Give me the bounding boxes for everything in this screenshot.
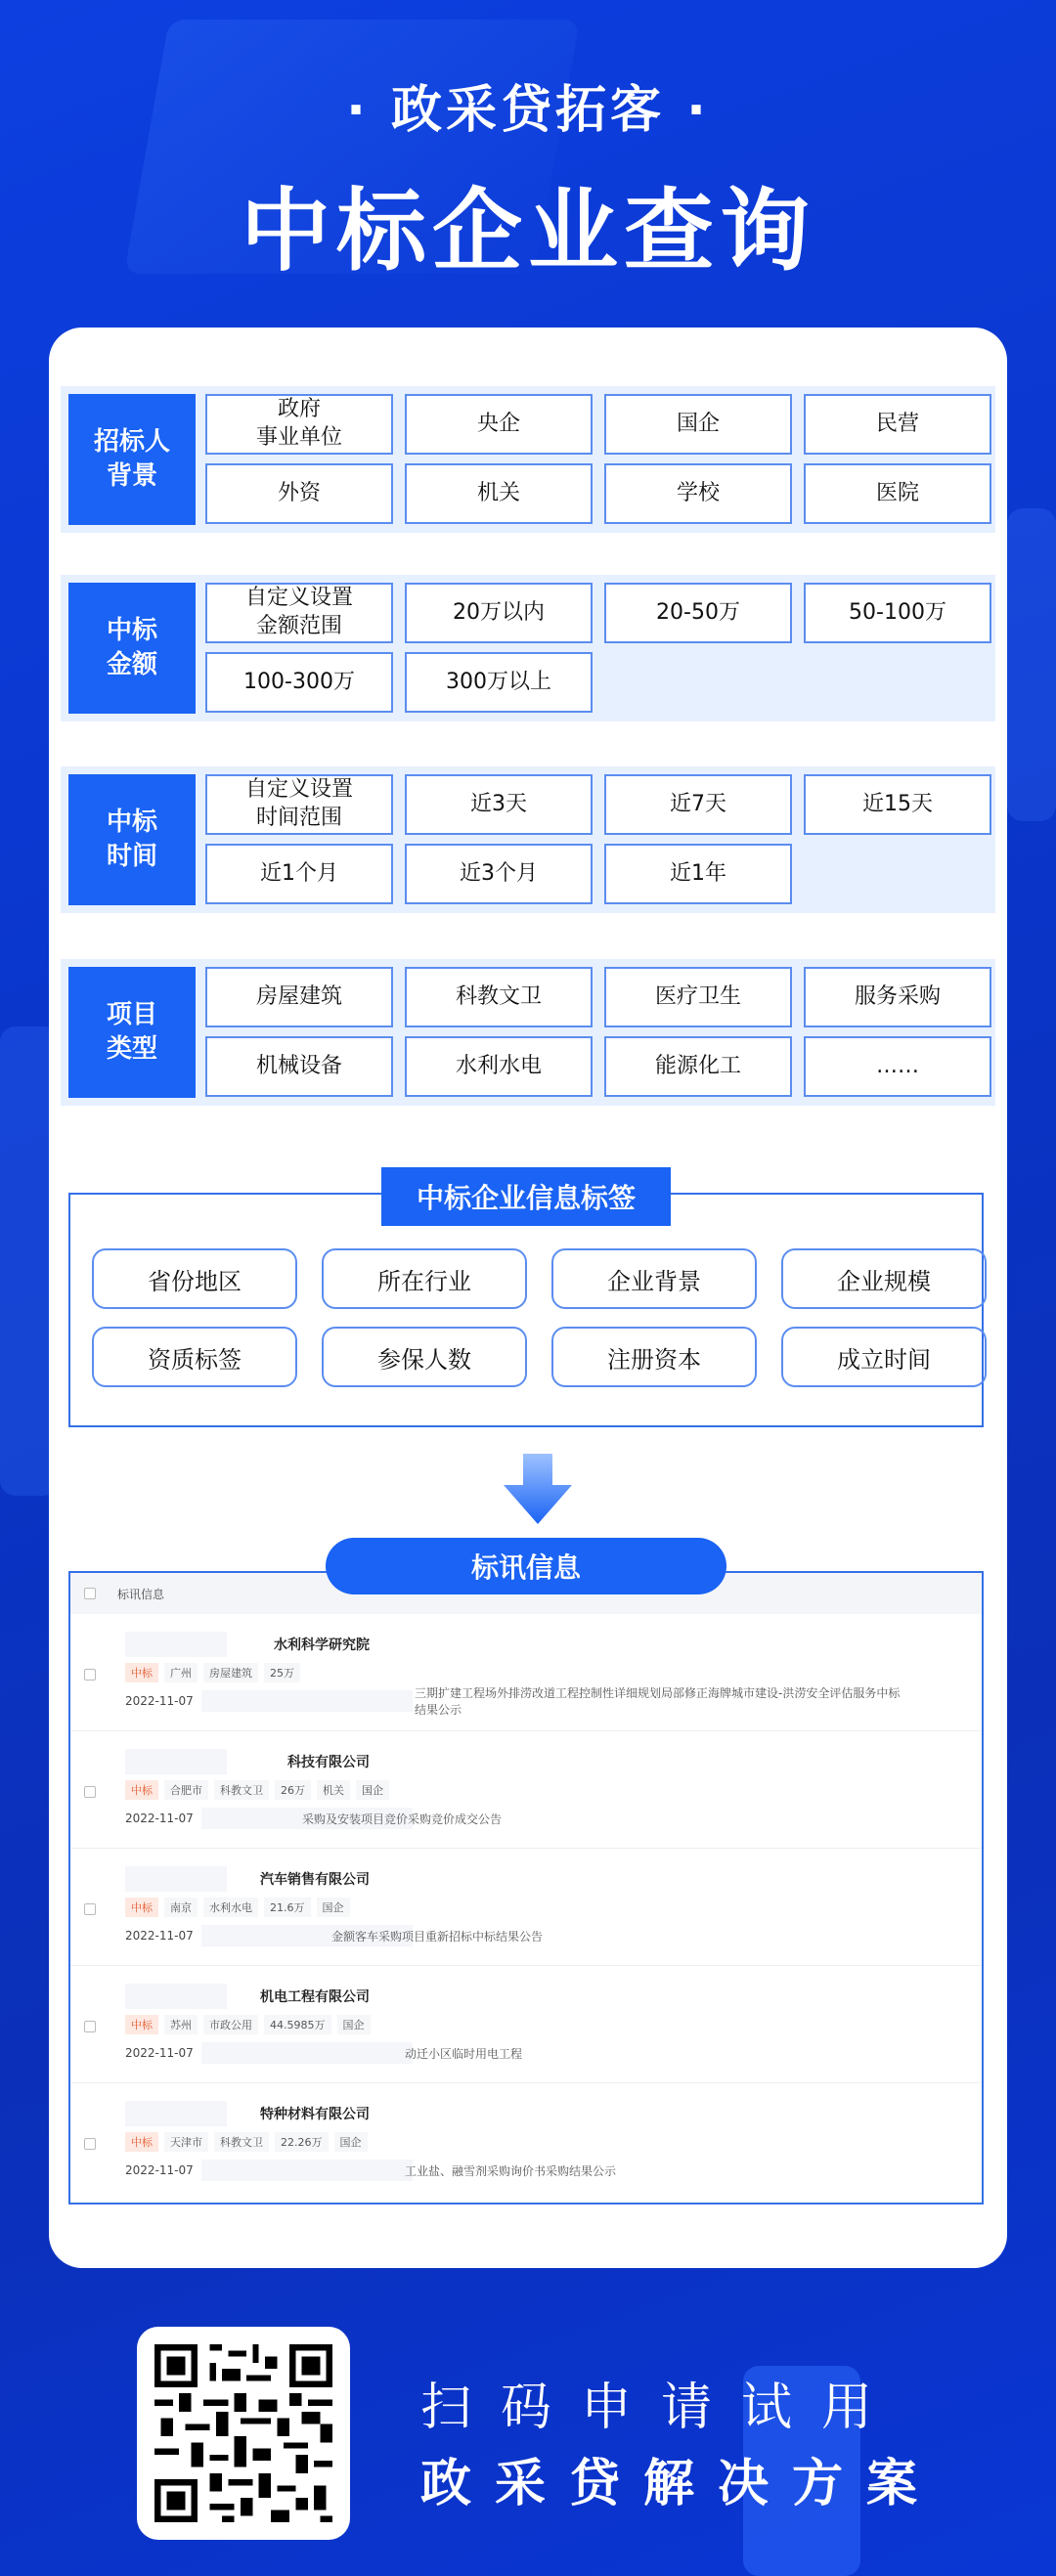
filter-option[interactable]: 20万以内 [405, 583, 593, 643]
row-tag: 科教文卫 [214, 2132, 269, 2152]
row-tag: 26万 [275, 1780, 311, 1800]
company-name[interactable]: 水利科学研究院 [125, 1632, 379, 1657]
filter-option[interactable]: 国企 [604, 394, 792, 455]
row-tag: 国企 [337, 2015, 371, 2034]
company-tag[interactable]: 省份地区 [92, 1248, 297, 1309]
filter-option[interactable]: 能源化工 [604, 1036, 792, 1097]
filter-option[interactable]: 100-300万 [205, 652, 393, 713]
filter-label: 中标 金额 [68, 583, 196, 714]
row-checkbox[interactable] [84, 1903, 96, 1915]
row-tag: 国企 [356, 1780, 389, 1800]
row-checkbox[interactable] [84, 2138, 96, 2150]
filter-option[interactable]: 近15天 [804, 774, 991, 835]
cta-text: 扫码申请试用 [420, 2379, 902, 2437]
row-tag: 房屋建筑 [203, 1663, 258, 1682]
notice-title[interactable]: 三期扩建工程场外排涝改道工程控制性详细规划局部修正海牌城市建设-洪涝安全评估服务中标结果公示 [201, 1690, 905, 1712]
background-decoration [1007, 508, 1056, 821]
row-tag: 科教文卫 [214, 1780, 269, 1800]
page-subtitle: · 政采贷拓客 · [346, 81, 710, 140]
status-badge: 中标 [125, 2132, 158, 2152]
status-badge: 中标 [125, 1780, 158, 1800]
filter-option[interactable]: 自定义设置 时间范围 [205, 774, 393, 835]
row-tag: 苏州 [164, 2015, 198, 2034]
filter-award-amount [61, 575, 995, 721]
notice-title[interactable]: 采购及安装项目竞价采购竞价成交公告 [201, 1808, 905, 1829]
notice-title[interactable]: 金额客车采购项目重新招标中标结果公告 [201, 1925, 905, 1946]
company-tag[interactable]: 成立时间 [781, 1327, 987, 1387]
filter-option[interactable]: …… [804, 1036, 991, 1097]
row-checkbox[interactable] [84, 1786, 96, 1798]
cta-subtext: 政采贷解决方案 [420, 2455, 942, 2513]
table-row[interactable] [70, 1731, 982, 1849]
row-tag: 市政公用 [203, 2015, 258, 2034]
company-tag[interactable]: 企业背景 [551, 1248, 757, 1309]
row-tag: 22.26万 [275, 2132, 329, 2152]
row-checkbox[interactable] [84, 2021, 96, 2032]
row-tag: 南京 [164, 1898, 198, 1917]
filter-option[interactable]: 医院 [804, 463, 991, 524]
filter-option[interactable]: 20-50万 [604, 583, 792, 643]
section-title: 标讯信息 [326, 1538, 726, 1594]
company-name[interactable]: 特种材料有限公司 [125, 2101, 379, 2126]
filter-label: 项目 类型 [68, 967, 196, 1098]
qr-code-icon [154, 2344, 332, 2522]
company-name[interactable]: 机电工程有限公司 [125, 1984, 379, 2009]
filter-option[interactable]: 近3个月 [405, 844, 593, 904]
footer [0, 2327, 1056, 2542]
row-date: 2022-11-07 [125, 2046, 194, 2060]
row-date: 2022-11-07 [125, 1929, 194, 1943]
company-tag[interactable]: 所在行业 [322, 1248, 527, 1309]
filter-option[interactable]: 机械设备 [205, 1036, 393, 1097]
filter-label: 中标 时间 [68, 774, 196, 905]
filter-option[interactable]: 民营 [804, 394, 991, 455]
page-header [0, 68, 1056, 288]
row-tag: 机关 [317, 1780, 350, 1800]
table-row[interactable] [70, 1614, 982, 1731]
arrow-down-icon [504, 1454, 572, 1524]
company-tag[interactable]: 注册资本 [551, 1327, 757, 1387]
filter-option[interactable]: 近3天 [405, 774, 593, 835]
filter-label: 招标人 背景 [68, 394, 196, 525]
filter-award-time [61, 766, 995, 913]
row-tag: 广州 [164, 1663, 198, 1682]
company-name[interactable]: 汽车销售有限公司 [125, 1866, 379, 1892]
filter-option[interactable]: 外资 [205, 463, 393, 524]
status-badge: 中标 [125, 1663, 158, 1682]
company-tag[interactable]: 企业规模 [781, 1248, 987, 1309]
select-all-checkbox[interactable] [84, 1588, 96, 1599]
filter-option[interactable]: 50-100万 [804, 583, 991, 643]
row-checkbox[interactable] [84, 1669, 96, 1681]
company-tag-section [68, 1182, 984, 1427]
bid-info-section [68, 1551, 984, 2205]
filter-project-type [61, 959, 995, 1106]
filter-option[interactable]: 近1个月 [205, 844, 393, 904]
page-title: 中标企业查询 [240, 179, 815, 284]
row-tag: 国企 [317, 1898, 350, 1917]
row-date: 2022-11-07 [125, 1812, 194, 1825]
filter-option[interactable]: 水利水电 [405, 1036, 593, 1097]
section-title: 中标企业信息标签 [381, 1167, 671, 1226]
filter-option[interactable]: 医疗卫生 [604, 967, 792, 1027]
row-tag: 天津市 [164, 2132, 208, 2152]
main-card [49, 327, 1007, 2268]
notice-title[interactable]: 工业盐、融雪剂采购询价书采购结果公示 [201, 2160, 905, 2181]
filter-option[interactable]: 服务采购 [804, 967, 991, 1027]
filter-bidder-background [61, 386, 995, 533]
company-name[interactable]: 科技有限公司 [125, 1749, 379, 1774]
row-tag: 44.5985万 [264, 2015, 331, 2034]
company-tag[interactable]: 资质标签 [92, 1327, 297, 1387]
table-row[interactable] [70, 1849, 982, 1966]
filter-option[interactable]: 房屋建筑 [205, 967, 393, 1027]
row-date: 2022-11-07 [125, 2163, 194, 2177]
filter-option[interactable]: 近7天 [604, 774, 792, 835]
row-tag: 25万 [264, 1663, 300, 1682]
filter-option[interactable]: 近1年 [604, 844, 792, 904]
row-tag: 合肥市 [164, 1780, 208, 1800]
qr-code[interactable] [137, 2327, 350, 2540]
filter-option[interactable]: 政府 事业单位 [205, 394, 393, 455]
filter-option[interactable]: 自定义设置 金额范围 [205, 583, 393, 643]
filter-option[interactable]: 机关 [405, 463, 593, 524]
filter-option[interactable]: 央企 [405, 394, 593, 455]
status-badge: 中标 [125, 1898, 158, 1917]
column-header: 标讯信息 [117, 1587, 165, 1601]
table-row[interactable] [70, 2083, 982, 2201]
status-badge: 中标 [125, 2015, 158, 2034]
row-tag: 水利水电 [203, 1898, 258, 1917]
notice-title[interactable]: 动迁小区临时用电工程 [201, 2042, 905, 2064]
company-tag[interactable]: 参保人数 [322, 1327, 527, 1387]
row-tag: 21.6万 [264, 1898, 311, 1917]
filter-option[interactable]: 学校 [604, 463, 792, 524]
row-tag: 国企 [334, 2132, 368, 2152]
table-row[interactable] [70, 1966, 982, 2083]
row-date: 2022-11-07 [125, 1694, 194, 1708]
filter-option[interactable]: 300万以上 [405, 652, 593, 713]
filter-option[interactable]: 科教文卫 [405, 967, 593, 1027]
